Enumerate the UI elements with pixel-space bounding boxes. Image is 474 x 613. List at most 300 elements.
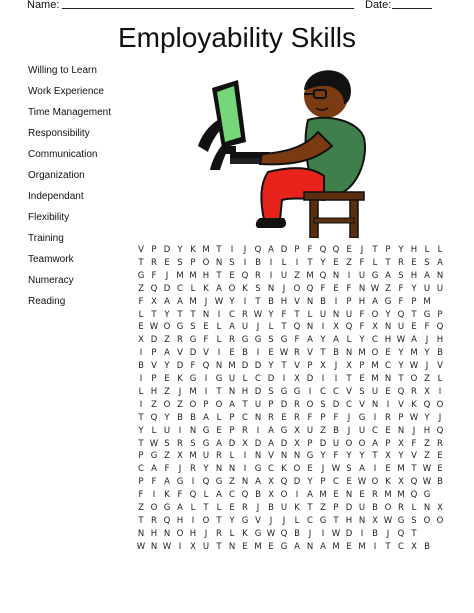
grid-letter[interactable]: E: [437, 451, 443, 462]
grid-letter[interactable]: X: [320, 361, 326, 372]
grid-letter[interactable]: D: [293, 477, 301, 488]
grid-letter[interactable]: D: [319, 438, 327, 449]
grid-letter[interactable]: J: [165, 270, 169, 281]
grid-letter[interactable]: Y: [229, 296, 235, 307]
grid-letter[interactable]: R: [294, 348, 300, 359]
grid-letter[interactable]: E: [333, 490, 339, 501]
grid-letter[interactable]: T: [216, 245, 222, 255]
grid-letter[interactable]: Y: [138, 425, 144, 436]
grid-letter[interactable]: N: [228, 541, 236, 552]
grid-letter[interactable]: Q: [397, 386, 405, 397]
grid-letter[interactable]: Z: [294, 270, 300, 281]
grid-letter[interactable]: O: [293, 283, 301, 294]
grid-letter[interactable]: L: [203, 490, 209, 501]
grid-letter[interactable]: E: [164, 257, 170, 268]
grid-letter[interactable]: Y: [164, 309, 170, 320]
grid-letter[interactable]: R: [437, 438, 443, 449]
grid-letter[interactable]: W: [279, 348, 289, 359]
grid-letter[interactable]: W: [162, 541, 172, 552]
grid-letter[interactable]: A: [411, 335, 417, 346]
grid-letter[interactable]: I: [139, 374, 143, 384]
grid-letter[interactable]: I: [191, 515, 195, 526]
grid-letter[interactable]: T: [138, 515, 144, 526]
grid-letter[interactable]: B: [424, 541, 430, 552]
grid-letter[interactable]: W: [396, 335, 406, 346]
grid-letter[interactable]: P: [359, 361, 365, 372]
grid-letter[interactable]: K: [294, 503, 300, 513]
grid-letter[interactable]: C: [398, 541, 404, 552]
grid-letter[interactable]: X: [385, 451, 391, 462]
grid-letter[interactable]: C: [138, 464, 144, 475]
grid-letter[interactable]: U: [358, 270, 366, 281]
grid-letter[interactable]: M: [306, 270, 314, 281]
grid-letter[interactable]: R: [151, 257, 157, 268]
grid-letter[interactable]: Q: [189, 490, 197, 501]
grid-letter[interactable]: W: [149, 322, 159, 333]
grid-letter[interactable]: J: [321, 464, 325, 475]
grid-letter[interactable]: I: [217, 348, 221, 359]
grid-letter[interactable]: N: [306, 541, 314, 552]
grid-letter[interactable]: B: [294, 528, 300, 539]
grid-letter[interactable]: A: [164, 296, 170, 307]
grid-letter[interactable]: Y: [177, 245, 183, 255]
grid-letter[interactable]: N: [267, 283, 275, 294]
grid-letter[interactable]: A: [437, 257, 443, 268]
grid-letter[interactable]: A: [385, 270, 391, 281]
grid-letter[interactable]: V: [203, 348, 209, 359]
grid-letter[interactable]: T: [138, 257, 144, 268]
grid-letter[interactable]: L: [268, 322, 274, 333]
grid-letter[interactable]: W: [422, 477, 432, 488]
grid-letter[interactable]: L: [216, 335, 222, 346]
grid-letter[interactable]: I: [360, 528, 364, 539]
grid-letter[interactable]: H: [410, 270, 418, 281]
grid-letter[interactable]: J: [308, 528, 312, 539]
grid-letter[interactable]: A: [268, 245, 274, 255]
grid-letter[interactable]: N: [215, 464, 223, 475]
grid-letter[interactable]: X: [294, 374, 300, 384]
grid-letter[interactable]: N: [306, 322, 314, 333]
grid-letter[interactable]: I: [269, 257, 273, 268]
grid-letter[interactable]: I: [191, 477, 195, 488]
grid-letter[interactable]: Q: [332, 245, 340, 255]
grid-letter[interactable]: I: [321, 322, 325, 333]
grid-letter[interactable]: W: [409, 361, 419, 372]
grid-letter[interactable]: X: [411, 541, 417, 552]
grid-letter[interactable]: W: [383, 515, 393, 526]
grid-letter[interactable]: T: [151, 309, 157, 320]
grid-letter[interactable]: S: [424, 257, 430, 268]
grid-letter[interactable]: L: [229, 451, 235, 462]
grid-letter[interactable]: K: [242, 528, 248, 539]
grid-letter[interactable]: Z: [151, 399, 157, 410]
grid-letter[interactable]: A: [268, 425, 274, 436]
grid-letter[interactable]: Z: [177, 399, 183, 410]
grid-letter[interactable]: C: [229, 490, 235, 501]
grid-letter[interactable]: Q: [423, 399, 431, 410]
grid-letter[interactable]: D: [332, 399, 340, 410]
grid-letter[interactable]: G: [189, 374, 197, 384]
grid-letter[interactable]: G: [241, 515, 249, 526]
grid-letter[interactable]: J: [204, 528, 208, 539]
grid-letter[interactable]: M: [228, 361, 236, 372]
grid-letter[interactable]: B: [437, 348, 443, 359]
grid-letter[interactable]: E: [385, 348, 391, 359]
grid-letter[interactable]: Y: [398, 451, 404, 462]
grid-letter[interactable]: Y: [346, 451, 352, 462]
grid-letter[interactable]: R: [411, 386, 417, 397]
grid-letter[interactable]: J: [334, 361, 338, 372]
grid-letter[interactable]: E: [359, 374, 365, 384]
grid-letter[interactable]: X: [372, 322, 378, 333]
grid-letter[interactable]: R: [151, 515, 157, 526]
grid-letter[interactable]: G: [241, 335, 249, 346]
grid-letter[interactable]: Y: [424, 348, 430, 359]
grid-letter[interactable]: Y: [268, 309, 274, 320]
grid-letter[interactable]: Q: [241, 490, 249, 501]
grid-letter[interactable]: I: [204, 386, 208, 397]
grid-letter[interactable]: B: [268, 503, 274, 513]
grid-letter[interactable]: A: [333, 335, 339, 346]
grid-letter[interactable]: V: [294, 361, 300, 372]
grid-letter[interactable]: O: [410, 374, 418, 384]
grid-letter[interactable]: N: [163, 528, 171, 539]
grid-letter[interactable]: C: [372, 425, 378, 436]
grid-letter[interactable]: U: [371, 386, 379, 397]
grid-letter[interactable]: S: [320, 399, 326, 410]
grid-letter[interactable]: Z: [320, 503, 326, 513]
grid-letter[interactable]: A: [164, 477, 170, 488]
grid-letter[interactable]: X: [294, 425, 300, 436]
grid-letter[interactable]: P: [294, 245, 300, 255]
grid-letter[interactable]: M: [397, 490, 405, 501]
grid-letter[interactable]: D: [163, 283, 171, 294]
grid-letter[interactable]: O: [384, 503, 392, 513]
grid-letter[interactable]: M: [254, 541, 262, 552]
grid-letter[interactable]: U: [306, 425, 314, 436]
grid-letter[interactable]: V: [346, 386, 352, 397]
grid-letter[interactable]: O: [423, 515, 431, 526]
grid-letter[interactable]: A: [424, 270, 430, 281]
grid-letter[interactable]: W: [409, 412, 419, 423]
grid-letter[interactable]: R: [190, 464, 196, 475]
grid-letter[interactable]: Z: [164, 335, 170, 346]
grid-letter[interactable]: C: [346, 399, 352, 410]
grid-letter[interactable]: Y: [398, 245, 404, 255]
grid-letter[interactable]: O: [436, 515, 444, 526]
grid-letter[interactable]: J: [412, 425, 416, 436]
grid-letter[interactable]: I: [373, 464, 377, 475]
grid-letter[interactable]: E: [281, 412, 287, 423]
grid-letter[interactable]: V: [437, 361, 443, 372]
grid-letter[interactable]: V: [294, 296, 300, 307]
grid-letter[interactable]: Q: [436, 322, 444, 333]
grid-letter[interactable]: P: [307, 438, 313, 449]
grid-letter[interactable]: J: [425, 335, 429, 346]
grid-letter[interactable]: X: [437, 503, 443, 513]
grid-letter[interactable]: P: [151, 245, 157, 255]
grid-letter[interactable]: N: [293, 451, 301, 462]
grid-letter[interactable]: H: [241, 386, 249, 397]
grid-letter[interactable]: P: [346, 296, 352, 307]
grid-letter[interactable]: T: [411, 528, 417, 539]
grid-letter[interactable]: D: [176, 361, 184, 372]
grid-letter[interactable]: T: [216, 541, 222, 552]
grid-letter[interactable]: T: [138, 412, 144, 423]
grid-letter[interactable]: U: [228, 374, 236, 384]
grid-letter[interactable]: C: [177, 283, 183, 294]
grid-letter[interactable]: M: [358, 348, 366, 359]
grid-letter[interactable]: Y: [385, 309, 391, 320]
grid-letter[interactable]: Q: [202, 361, 210, 372]
grid-letter[interactable]: G: [215, 477, 223, 488]
grid-letter[interactable]: E: [437, 464, 443, 475]
grid-letter[interactable]: G: [423, 490, 431, 501]
grid-letter[interactable]: E: [203, 322, 209, 333]
grid-letter[interactable]: Y: [320, 335, 326, 346]
grid-letter[interactable]: S: [164, 438, 170, 449]
grid-letter[interactable]: C: [333, 386, 339, 397]
grid-letter[interactable]: O: [202, 515, 210, 526]
grid-letter[interactable]: T: [216, 270, 222, 281]
grid-letter[interactable]: N: [215, 361, 223, 372]
grid-letter[interactable]: B: [190, 412, 196, 423]
grid-letter[interactable]: Q: [436, 425, 444, 436]
grid-letter[interactable]: E: [229, 348, 235, 359]
grid-letter[interactable]: Z: [346, 257, 352, 268]
grid-letter[interactable]: X: [151, 296, 157, 307]
grid-letter[interactable]: M: [202, 245, 210, 255]
date-field[interactable]: [392, 8, 432, 9]
grid-letter[interactable]: I: [282, 374, 286, 384]
grid-letter[interactable]: F: [359, 309, 365, 320]
grid-letter[interactable]: N: [371, 399, 379, 410]
grid-letter[interactable]: M: [176, 270, 184, 281]
grid-letter[interactable]: G: [306, 451, 314, 462]
grid-letter[interactable]: Y: [320, 451, 326, 462]
grid-letter[interactable]: B: [242, 348, 248, 359]
grid-letter[interactable]: T: [411, 464, 417, 475]
grid-letter[interactable]: O: [371, 477, 379, 488]
grid-letter[interactable]: I: [295, 490, 299, 501]
grid-letter[interactable]: G: [293, 386, 301, 397]
grid-letter[interactable]: P: [307, 361, 313, 372]
grid-letter[interactable]: L: [190, 283, 196, 294]
grid-letter[interactable]: C: [307, 515, 313, 526]
grid-letter[interactable]: F: [138, 490, 144, 501]
grid-letter[interactable]: O: [280, 490, 288, 501]
grid-letter[interactable]: N: [358, 515, 366, 526]
grid-letter[interactable]: W: [357, 477, 367, 488]
grid-letter[interactable]: E: [229, 270, 235, 281]
grid-letter[interactable]: Z: [320, 425, 326, 436]
grid-letter[interactable]: W: [370, 283, 380, 294]
grid-letter[interactable]: U: [358, 503, 366, 513]
grid-letter[interactable]: E: [385, 425, 391, 436]
grid-letter[interactable]: Y: [359, 335, 365, 346]
grid-letter[interactable]: Y: [398, 361, 404, 372]
grid-letter[interactable]: V: [398, 399, 404, 410]
grid-letter[interactable]: Q: [397, 528, 405, 539]
grid-letter[interactable]: A: [307, 490, 313, 501]
grid-letter[interactable]: S: [268, 386, 274, 397]
grid-letter[interactable]: A: [216, 438, 222, 449]
grid-letter[interactable]: N: [345, 348, 353, 359]
grid-letter[interactable]: U: [423, 283, 431, 294]
grid-letter[interactable]: S: [177, 257, 183, 268]
grid-letter[interactable]: M: [189, 270, 197, 281]
grid-letter[interactable]: Q: [150, 412, 158, 423]
grid-letter[interactable]: I: [152, 490, 156, 501]
grid-letter[interactable]: A: [164, 348, 170, 359]
grid-letter[interactable]: O: [306, 399, 314, 410]
grid-letter[interactable]: J: [204, 296, 208, 307]
grid-letter[interactable]: B: [372, 528, 378, 539]
grid-letter[interactable]: I: [256, 348, 260, 359]
grid-letter[interactable]: U: [397, 322, 405, 333]
grid-letter[interactable]: W: [214, 296, 224, 307]
grid-letter[interactable]: N: [228, 464, 236, 475]
grid-letter[interactable]: F: [151, 270, 157, 281]
grid-letter[interactable]: A: [216, 283, 222, 294]
grid-letter[interactable]: T: [346, 374, 352, 384]
grid-letter[interactable]: G: [150, 451, 158, 462]
grid-letter[interactable]: Y: [398, 348, 404, 359]
grid-letter[interactable]: Z: [164, 386, 170, 397]
grid-letter[interactable]: A: [359, 464, 365, 475]
grid-letter[interactable]: T: [411, 309, 417, 320]
grid-letter[interactable]: I: [230, 245, 234, 255]
grid-letter[interactable]: D: [280, 399, 288, 410]
grid-letter[interactable]: Y: [164, 412, 170, 423]
grid-letter[interactable]: K: [281, 464, 287, 475]
grid-letter[interactable]: B: [320, 296, 326, 307]
grid-letter[interactable]: T: [385, 541, 391, 552]
grid-letter[interactable]: A: [151, 464, 157, 475]
grid-letter[interactable]: N: [202, 309, 210, 320]
grid-letter[interactable]: R: [229, 335, 235, 346]
grid-letter[interactable]: R: [398, 503, 404, 513]
grid-letter[interactable]: G: [189, 335, 197, 346]
grid-letter[interactable]: D: [280, 245, 288, 255]
grid-letter[interactable]: H: [423, 425, 431, 436]
grid-letter[interactable]: S: [346, 464, 352, 475]
grid-letter[interactable]: P: [398, 412, 404, 423]
grid-letter[interactable]: F: [281, 309, 287, 320]
grid-letter[interactable]: U: [254, 399, 262, 410]
grid-letter[interactable]: U: [241, 322, 249, 333]
grid-letter[interactable]: Y: [411, 283, 417, 294]
grid-letter[interactable]: D: [228, 438, 236, 449]
grid-letter[interactable]: F: [138, 296, 144, 307]
grid-letter[interactable]: V: [255, 515, 261, 526]
grid-letter[interactable]: N: [384, 322, 392, 333]
grid-letter[interactable]: P: [385, 438, 391, 449]
grid-letter[interactable]: S: [255, 283, 261, 294]
grid-letter[interactable]: I: [269, 270, 273, 281]
grid-letter[interactable]: L: [216, 412, 222, 423]
grid-letter[interactable]: Q: [319, 270, 327, 281]
grid-letter[interactable]: R: [268, 412, 274, 423]
grid-letter[interactable]: Q: [150, 283, 158, 294]
grid-letter[interactable]: L: [372, 257, 378, 268]
grid-letter[interactable]: O: [293, 464, 301, 475]
grid-letter[interactable]: D: [163, 245, 171, 255]
grid-letter[interactable]: T: [255, 296, 261, 307]
grid-letter[interactable]: G: [280, 425, 288, 436]
grid-letter[interactable]: J: [347, 425, 351, 436]
grid-letter[interactable]: R: [242, 309, 248, 320]
grid-letter[interactable]: B: [268, 296, 274, 307]
grid-letter[interactable]: P: [138, 477, 144, 488]
grid-letter[interactable]: L: [138, 309, 144, 320]
grid-letter[interactable]: I: [243, 257, 247, 268]
grid-letter[interactable]: D: [345, 503, 353, 513]
grid-letter[interactable]: N: [189, 425, 197, 436]
grid-letter[interactable]: C: [385, 361, 391, 372]
grid-letter[interactable]: Q: [397, 309, 405, 320]
grid-letter[interactable]: F: [346, 283, 352, 294]
grid-letter[interactable]: T: [177, 309, 183, 320]
grid-letter[interactable]: L: [138, 386, 144, 397]
grid-letter[interactable]: B: [333, 348, 339, 359]
grid-letter[interactable]: F: [307, 245, 313, 255]
grid-letter[interactable]: P: [268, 399, 274, 410]
grid-letter[interactable]: K: [177, 374, 183, 384]
grid-letter[interactable]: Z: [385, 283, 391, 294]
grid-letter[interactable]: Q: [254, 245, 262, 255]
grid-letter[interactable]: L: [242, 374, 248, 384]
grid-letter[interactable]: F: [424, 322, 430, 333]
grid-letter[interactable]: S: [398, 270, 404, 281]
grid-letter[interactable]: A: [372, 438, 378, 449]
grid-letter[interactable]: J: [256, 503, 260, 513]
grid-letter[interactable]: N: [436, 270, 444, 281]
grid-letter[interactable]: R: [216, 528, 222, 539]
grid-letter[interactable]: E: [242, 541, 248, 552]
grid-letter[interactable]: J: [386, 528, 390, 539]
grid-letter[interactable]: K: [203, 283, 209, 294]
grid-letter[interactable]: D: [241, 361, 249, 372]
grid-letter[interactable]: L: [437, 374, 443, 384]
grid-letter[interactable]: E: [385, 464, 391, 475]
grid-letter[interactable]: E: [346, 477, 352, 488]
grid-letter[interactable]: J: [256, 322, 260, 333]
grid-letter[interactable]: C: [242, 412, 248, 423]
grid-letter[interactable]: I: [178, 541, 182, 552]
grid-letter[interactable]: Y: [164, 361, 170, 372]
grid-letter[interactable]: T: [281, 361, 287, 372]
grid-letter[interactable]: C: [320, 386, 326, 397]
grid-letter[interactable]: V: [359, 399, 365, 410]
grid-letter[interactable]: F: [398, 283, 404, 294]
grid-letter[interactable]: I: [373, 412, 377, 423]
grid-letter[interactable]: S: [190, 438, 196, 449]
grid-letter[interactable]: F: [320, 283, 326, 294]
grid-letter[interactable]: M: [319, 490, 327, 501]
grid-letter[interactable]: I: [204, 374, 208, 384]
grid-letter[interactable]: R: [294, 399, 300, 410]
grid-letter[interactable]: I: [243, 296, 247, 307]
grid-letter[interactable]: Z: [424, 451, 430, 462]
grid-letter[interactable]: X: [294, 438, 300, 449]
grid-letter[interactable]: X: [177, 451, 183, 462]
grid-letter[interactable]: E: [229, 503, 235, 513]
grid-letter[interactable]: Z: [424, 438, 430, 449]
grid-letter[interactable]: X: [346, 361, 352, 372]
grid-letter[interactable]: D: [345, 528, 353, 539]
grid-letter[interactable]: O: [345, 438, 353, 449]
